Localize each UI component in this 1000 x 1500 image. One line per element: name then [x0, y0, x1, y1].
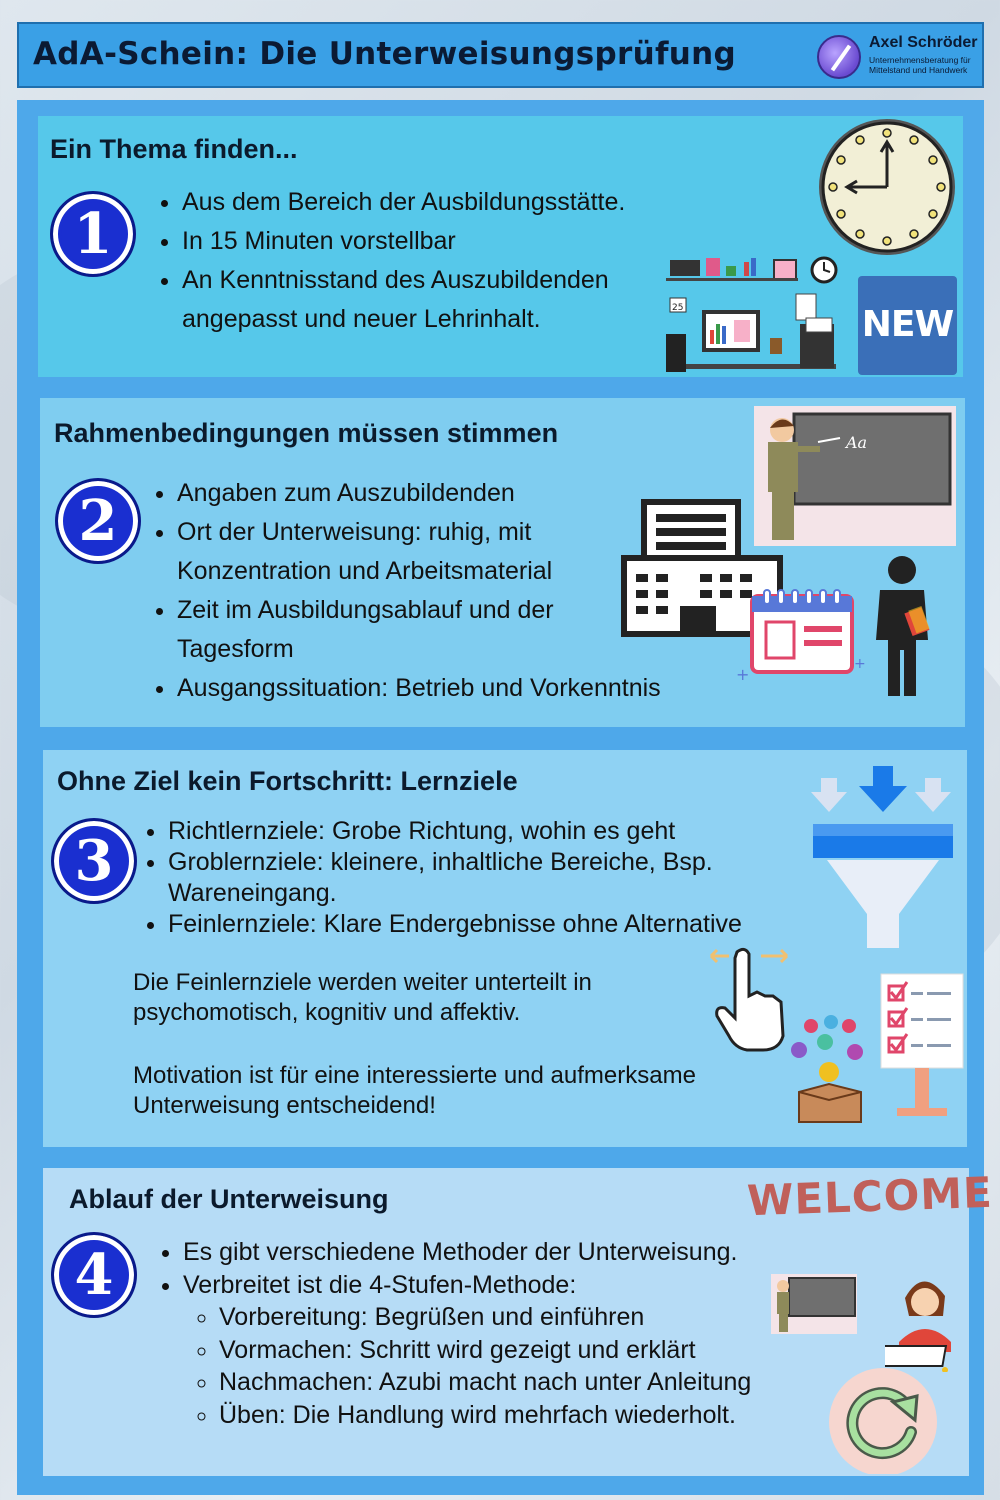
section-4-panel — [43, 1167, 994, 1476]
sub-list-item: ◦ Vorbereitung: Begrüßen und einführen — [219, 1301, 863, 1334]
bullet-list — [147, 474, 661, 708]
sub-list-item: ◦ Üben: Die Handlung wird mehrfach wiederholt. — [219, 1399, 863, 1432]
step-number-badge — [51, 818, 137, 904]
section-1-panel — [38, 116, 963, 377]
new-badge-label: NEW — [861, 304, 954, 345]
list-item: • Feinlernziele: Klare Endergebnisse ohne Alternative — [168, 909, 858, 940]
title-bar — [17, 22, 984, 88]
svg-text:+: + — [854, 656, 866, 672]
list-item: • Ort der Unterweisung: ruhig, mit Konzentration und Arbeitsmaterial — [177, 513, 647, 591]
section-heading: Rahmenbedingungen müssen stimmen — [54, 418, 559, 448]
list-item — [183, 1269, 863, 1432]
student-writing-icon — [885, 1272, 967, 1372]
list-item: • Groblernziele: kleinere, inhaltliche Bereiche, Bsp. Wareneingang. — [168, 847, 858, 909]
office-desk-icon — [666, 254, 846, 374]
compass-logo-icon — [817, 35, 861, 79]
step-number: 3 — [74, 828, 114, 894]
bullet-list — [153, 1236, 863, 1431]
step-number: 2 — [78, 488, 118, 554]
bullet-list — [152, 183, 722, 339]
section-2-panel — [40, 398, 965, 727]
swipe-hand-icon — [707, 946, 791, 1056]
checklist-board-icon — [879, 972, 965, 1120]
teacher-board-icon — [771, 1274, 857, 1334]
section-heading: Ohne Ziel kein Fortschritt: Lernziele — [57, 766, 518, 796]
sub-list-item: ◦ Vormachen: Schritt wird gezeigt und erklärt — [219, 1334, 863, 1367]
refresh-icon — [827, 1366, 939, 1474]
list-item: • Richtlernziele: Grobe Richtung, wohin es geht — [168, 816, 858, 847]
svg-text:+: + — [736, 665, 750, 684]
list-item: • An Kenntnisstand des Auszubildenden angepasst und neuer Lehrinhalt. — [182, 261, 722, 339]
section-3-panel — [43, 750, 967, 1147]
list-item-text: Verbreitet ist die 4-Stufen-Methode: — [183, 1270, 577, 1299]
sub-list-item: ◦ Nachmachen: Azubi macht nach unter Anleitung — [219, 1366, 863, 1399]
logo-subtitle: Unternehmensberatung für Mittelstand und Handwerk — [869, 55, 971, 75]
list-item: • Aus dem Bereich der Ausbildungsstätte. — [182, 183, 722, 222]
list-item: • Es gibt verschiedene Methoder der Unterweisung. — [183, 1236, 863, 1269]
welcome-text: WELCOME — [746, 1167, 994, 1226]
paragraph: Motivation ist für eine interessierte und aufmerksame Unterweisung entscheidend! — [133, 1062, 696, 1119]
step-number: 4 — [74, 1242, 114, 1308]
logo-name: Axel Schröder — [869, 34, 978, 51]
page-title: AdA-Schein: Die Unterweisungsprüfung — [33, 36, 736, 72]
list-item: • In 15 Minuten vorstellbar — [182, 222, 722, 261]
step-number: 1 — [73, 201, 113, 267]
step-number-badge — [55, 478, 141, 564]
section-heading: Ablauf der Unterweisung — [69, 1184, 389, 1214]
person-book-icon — [866, 554, 946, 699]
section-heading: Ein Thema finden... — [50, 134, 298, 164]
board-text: Aa — [846, 433, 868, 452]
step-number-badge — [50, 191, 136, 277]
sub-bullet-list — [183, 1301, 863, 1431]
paragraph: Die Feinlernziele werden weiter unterteilt in psychomotisch, kognitiv und affektiv. — [133, 969, 592, 1026]
calendar-icon — [736, 588, 876, 688]
list-item: • Zeit im Ausbildungsablauf und der Tagesform — [177, 591, 647, 669]
step-number-badge — [51, 1232, 137, 1318]
list-item: • Ausgangssituation: Betrieb und Vorkenntnis — [177, 669, 647, 708]
calendar-day: 25 — [672, 303, 684, 313]
new-badge-icon — [858, 276, 957, 375]
list-item: • Angaben zum Auszubildenden — [177, 474, 647, 513]
lightbulb-box-icon — [785, 1012, 871, 1126]
funnel-icon — [809, 764, 957, 950]
clock-icon — [811, 116, 963, 258]
bullet-list — [138, 816, 858, 940]
company-logo — [817, 30, 979, 84]
